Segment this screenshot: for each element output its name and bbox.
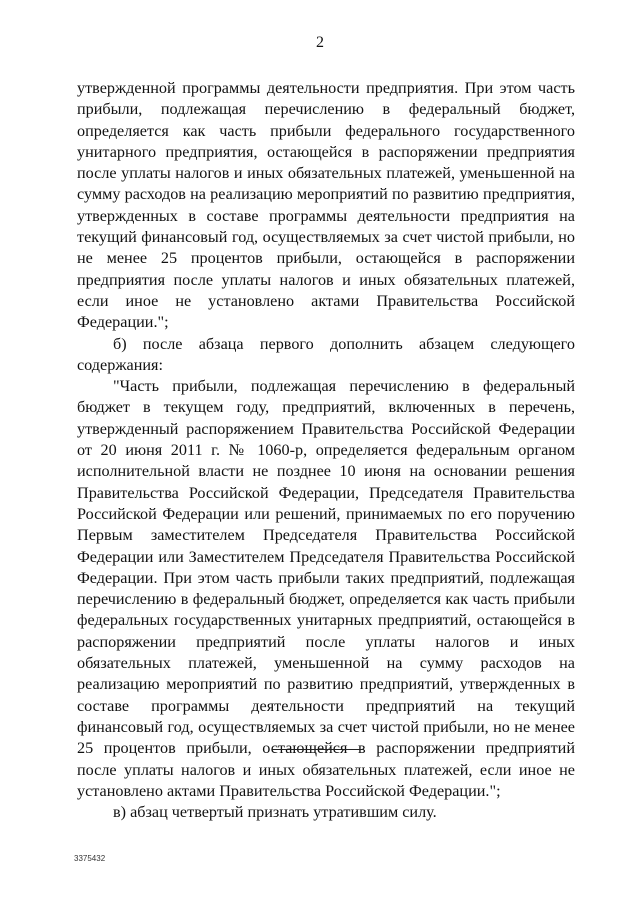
document-code: 3375432 — [74, 854, 106, 863]
paragraph-item-b: б) после абзаца первого дополнить абзацем следующего содержания: — [77, 334, 575, 374]
paragraph-continuation: утвержденной программы деятельности предприятия. При этом часть прибыли, подлежащая перечислению в федеральный бюджет, определяется как часть прибыли федерального государственного унитарного предприятия, остающейся в распоряжении предприятия после уплаты налогов и иных обязательных платежей, уменьшенной на сумму расходов на реализацию мероприятий по развитию предприятия, утвержденных в составе программы деятельности предприятия на текущий финансовый год, осуществляемых за счет чистой прибыли, но не менее 25 процентов прибыли, остающейся в распоряжении предприятия после уплаты налогов и иных обязательных платежей, если иное не установлено актами Правительства Российской Федерации."; — [77, 79, 575, 332]
paragraph-quoted-amendment: "Часть прибыли, подлежащая перечислению в федеральный бюджет в текущем году, предприятий, включенных в перечень, утвержденный распоряжением Правительства Российской Федерации от 20 июня 2011 г. № 1060-р, определяется федеральным органом исполнительной власти не позднее 10 июня на основании решения Правительства Российской Федерации, Председателя Правительства Российской Федерации или решений, принимаемых по его поручению Первым заместителем Председателя Правительства Российской Федерации или Заместителем Председателя Правительства Российской Федерации. При этом часть прибыли таких предприятий, подлежащая перечислению в федеральный бюджет, определяется как часть прибыли федеральных государственных унитарных предприятий, остающейся в распоряжении предприятий после уплаты налогов и иных обязательных платежей, уменьшенной на сумму расходов на реализацию мероприятий по развитию предприятий, утвержденных в составе программы деятельности предприятий на текущий финансовый год, осуществляемых за счет чистой прибыли, но не менее 25 процентов прибыли, остающейся в распоряжении предприятий после уплаты налогов и иных обязательных платежей, если иное не установлено актами Правительства Российской Федерации."; — [77, 377, 575, 800]
paragraph-item-v: в) абзац четвертый признать утратившим силу. — [113, 803, 437, 822]
end-divider — [272, 749, 364, 750]
document-body — [77, 78, 575, 823]
page-number: 2 — [316, 34, 324, 51]
